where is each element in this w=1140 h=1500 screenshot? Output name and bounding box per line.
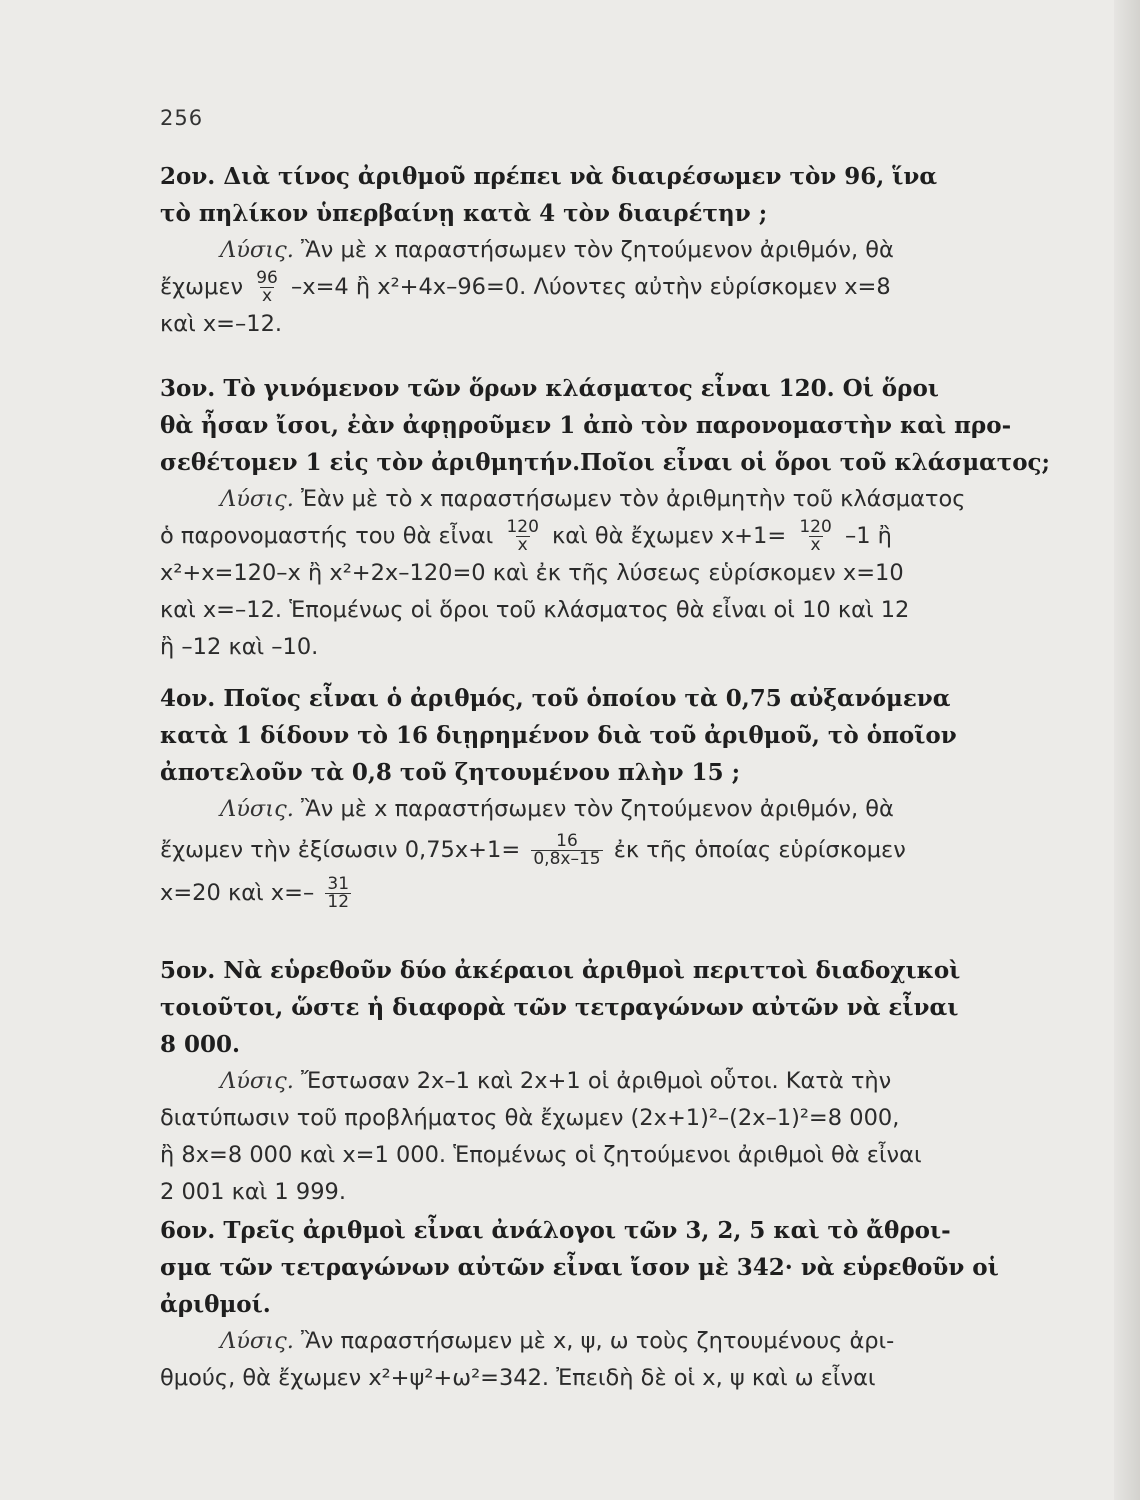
problem-5-line-2: τοιοῦτοι, ὥστε ἡ διαφορὰ τῶν τετραγώνων αὐτῶν νὰ εἶναι <box>160 994 959 1021</box>
solution-5-line-2: διατύπωσιν τοῦ προβλήματος θὰ ἔχωμεν (2x+1)²–(2x–1)²=8 000, <box>160 1105 900 1131</box>
problem-3 <box>160 370 1050 666</box>
solution-3-line-4: καὶ x=–12. Ἑπομένως οἱ ὅροι τοῦ κλάσματος θὰ εἶναι οἱ 10 καὶ 12 <box>160 597 910 623</box>
problem-5-line-3: 8 000. <box>160 1031 241 1058</box>
fraction-120-over-x: $\frac{120}{x}$ <box>506 517 539 555</box>
problem-2-line-1: 2ον. Διὰ τίνος ἀριθμοῦ πρέπει νὰ διαιρέσωμεν τὸν 96, ἵνα <box>160 163 938 190</box>
solution-4-line-3a: x=20 καὶ x=– <box>160 880 315 906</box>
lysis-label: Λύσις. <box>220 796 294 822</box>
solution-5-line-1: Ἔστωσαν 2x–1 καὶ 2x+1 οἱ ἀριθμοὶ οὗτοι. Κατὰ τὴν <box>301 1068 892 1094</box>
solution-2-line-3: καὶ x=–12. <box>160 311 283 337</box>
problem-4-line-1: 4ον. Ποῖος εἶναι ὁ ἀριθμός, τοῦ ὁποίου τὰ 0,75 αὐξανόμενα <box>160 685 951 712</box>
solution-4-line-2a: ἔχωμεν τὴν ἐξίσωσιν 0,75x+1= <box>160 837 521 863</box>
solution-5-line-3: ἢ 8x=8 000 καὶ x=1 000. Ἑπομένως οἱ ζητούμενοι ἀριθμοὶ θὰ εἶναι <box>160 1142 922 1168</box>
lysis-label: Λύσις. <box>220 1068 294 1094</box>
fraction-96-over-x: $\frac{96}{x}$ <box>256 268 278 306</box>
solution-3 <box>160 481 1050 666</box>
problem-6-line-3: ἀριθμοί. <box>160 1291 271 1318</box>
solution-2 <box>160 232 1050 343</box>
page-number: 256 <box>160 106 204 130</box>
solution-4 <box>160 791 1050 912</box>
problem-4-line-3: ἀποτελοῦν τὰ 0,8 τοῦ ζητουμένου πλὴν 15 ; <box>160 759 741 786</box>
problem-3-line-2: θὰ ἦσαν ἴσοι, ἐὰν ἀφῃροῦμεν 1 ἀπὸ τὸν παρονομαστὴν καὶ προ- <box>160 412 1012 439</box>
solution-4-line-1: Ἂν μὲ x παραστήσωμεν τὸν ζητούμενον ἀριθμόν, θὰ <box>301 796 894 822</box>
solution-3-line-1: Ἐὰν μὲ τὸ x παραστήσωμεν τὸν ἀριθμητὴν τοῦ κλάσματος <box>301 486 966 512</box>
problem-2 <box>160 158 1050 343</box>
fraction-120-over-x-2: $\frac{120}{x}$ <box>799 517 832 555</box>
solution-6 <box>160 1323 1050 1397</box>
solution-2-line-2a: ἔχωμεν <box>160 274 244 300</box>
problem-5-line-1: 5ον. Νὰ εὑρεθοῦν δύο ἀκέραιοι ἀριθμοὶ περιττοὶ διαδοχικοὶ <box>160 957 961 984</box>
solution-5-line-4: 2 001 καὶ 1 999. <box>160 1179 346 1205</box>
solution-6-line-2: θμούς, θὰ ἔχωμεν x²+ψ²+ω²=342. Ἐπειδὴ δὲ οἱ x, ψ καὶ ω εἶναι <box>160 1365 876 1391</box>
solution-3-line-5: ἢ –12 καὶ –10. <box>160 634 319 660</box>
solution-3-line-2b: καὶ θὰ ἔχωμεν x+1= <box>552 523 787 549</box>
problem-3-line-3: σεθέτομεν 1 εἰς τὸν ἀριθμητήν.Ποῖοι εἶναι οἱ ὅροι τοῦ κλάσματος; <box>160 449 1050 476</box>
lysis-label: Λύσις. <box>220 237 294 263</box>
solution-3-line-2a: ὁ παρονομαστής του θὰ εἶναι <box>160 523 494 549</box>
solution-3-line-2c: –1 ἢ <box>844 523 892 549</box>
problem-6 <box>160 1212 1050 1397</box>
solution-6-line-1: Ἂν παραστήσωμεν μὲ x, ψ, ω τοὺς ζητουμένους ἀρι- <box>301 1328 895 1354</box>
solution-3-line-3: x²+x=120–x ἢ x²+2x–120=0 καὶ ἐκ τῆς λύσεως εὑρίσκομεν x=10 <box>160 560 904 586</box>
solution-4-line-2b: ἐκ τῆς ὁποίας εὑρίσκομεν <box>613 837 906 863</box>
problem-6-line-1: 6ον. Τρεῖς ἀριθμοὶ εἶναι ἀνάλογοι τῶν 3, 2, 5 καὶ τὸ ἄθροι- <box>160 1217 951 1244</box>
problem-2-line-2: τὸ πηλίκον ὑπερβαίνῃ κατὰ 4 τὸν διαιρέτην ; <box>160 200 768 227</box>
fraction-31-over-12: $\frac{31}{12}$ <box>327 874 350 912</box>
page-edge <box>1114 0 1140 1500</box>
solution-5 <box>160 1063 1050 1211</box>
problem-3-line-1: 3ον. Τὸ γινόμενον τῶν ὅρων κλάσματος εἶναι 120. Οἱ ὅροι <box>160 375 939 402</box>
problem-5 <box>160 952 1050 1211</box>
lysis-label: Λύσις. <box>220 486 294 512</box>
problem-6-line-2: σμα τῶν τετραγώνων αὐτῶν εἶναι ἴσον μὲ 342· νὰ εὑρεθοῦν οἱ <box>160 1254 999 1281</box>
problem-4 <box>160 680 1050 912</box>
lysis-label: Λύσις. <box>220 1328 294 1354</box>
solution-2-line-1: Ἂν μὲ x παραστήσωμεν τὸν ζητούμενον ἀριθμόν, θὰ <box>301 237 894 263</box>
fraction-16-over-denominator: $\frac{16}{0,8x-15}$ <box>533 831 601 869</box>
problem-4-line-2: κατὰ 1 δίδουν τὸ 16 διῃρημένον διὰ τοῦ ἀριθμοῦ, τὸ ὁποῖον <box>160 722 957 749</box>
solution-2-line-2b: –x=4 ἢ x²+4x–96=0. Λύοντες αὐτὴν εὑρίσκομεν x=8 <box>291 274 891 300</box>
